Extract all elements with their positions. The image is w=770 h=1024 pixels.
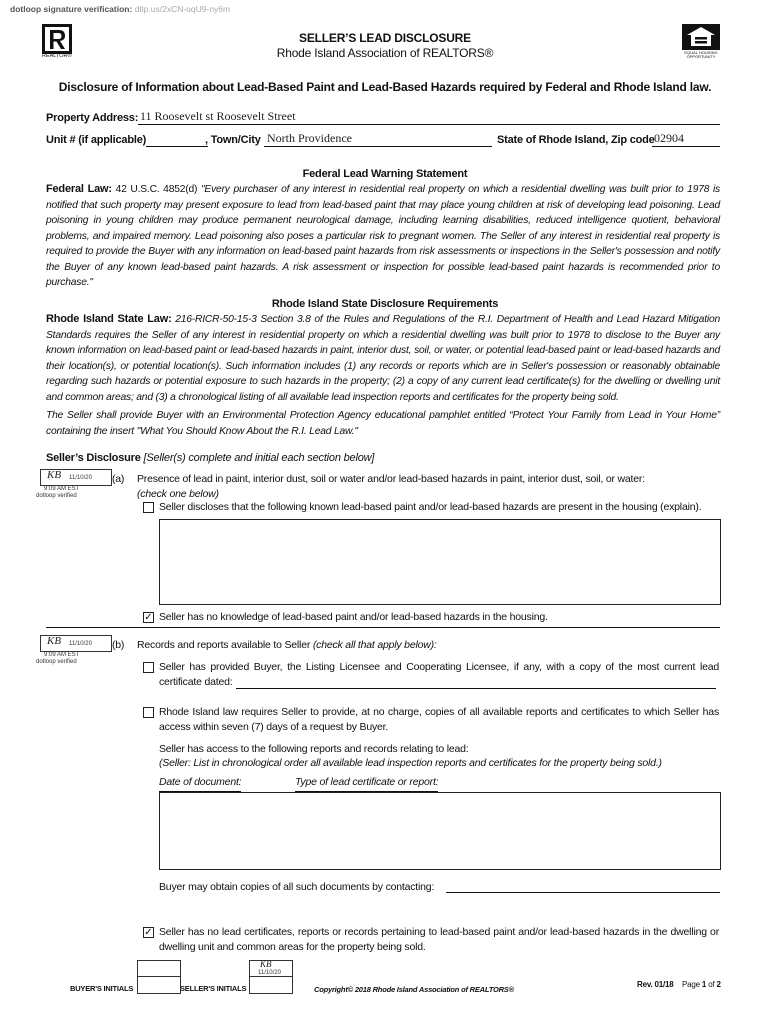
zip-label: State of Rhode Island, Zip code — [497, 134, 655, 146]
check-icon: ✓ — [144, 612, 153, 623]
section-b-text: Records and reports available to Seller — [137, 639, 311, 651]
form-org: Rhode Island Association of REALTORS® — [276, 46, 494, 60]
section-b-marker: (b) — [112, 639, 125, 651]
town-line — [264, 146, 492, 147]
section-b-initials: KB — [47, 635, 62, 647]
federal-cite: 42 U.S.C. 4852(d) — [115, 184, 198, 195]
page-current: 1 — [701, 980, 707, 989]
section-b-option2-checkbox[interactable] — [143, 707, 154, 718]
type-of-report-header: Type of lead certificate or report: — [295, 775, 438, 792]
state-text: 216-RICR-50-15-3 Section 3.8 of the Rules and Regulations of the R.I. Department of Health and Lead Hazard Mitigation Standards requires the Seller of any interest in residential property on which a residential dwelling was built prior to 1978 to disclose to the Buyer any known information on lead-based paint or lead-based hazards in paint, interior dust, soil, or water, or potential lead-based paint or lead-based hazards and their location(s), or potential location(s). Such information includes (1) any records or reports which are in Seller's possession or reasonably obtainable regarding such hazards or potential exposure to such hazards in the property; (2) a copy of any current lead certificate(s) for the dwelling or dwelling unit and common areas; and (3) a chronological listing of all available lead inspection reports and certificates for the property being sold. — [46, 314, 720, 403]
federal-heading: Federal Lead Warning Statement — [302, 168, 468, 180]
section-b-verified: dotloop verified — [36, 659, 77, 665]
unit-field[interactable] — [146, 146, 208, 147]
section-divider — [46, 627, 720, 628]
section-a-marker: (a) — [112, 473, 125, 485]
section-a-explain-box[interactable] — [159, 519, 721, 605]
state-law-label: Rhode Island State Law: — [46, 313, 172, 325]
page-of: of — [708, 980, 715, 989]
section-a-initials-date: 11/10/20 — [69, 475, 92, 481]
eho-caption: EQUAL HOUSING OPPORTUNITY — [684, 50, 718, 59]
section-b-option2-label: Rhode Island law requires Seller to provide, at no charge, copies of all available reports and certificates to which Seller has access within seven (7) days of a request by Buyer. — [159, 706, 719, 733]
zip-line — [652, 146, 720, 147]
section-b-contact: Buyer may obtain copies of all such documents by contacting: — [159, 881, 435, 893]
seller-disclosure-note: [Seller(s) complete and initial each section below] — [143, 452, 375, 464]
section-a-initials: KB — [47, 469, 62, 481]
copyright: Copyright© 2018 Rhode Island Association of REALTORS® — [314, 985, 514, 994]
page-number — [682, 980, 721, 989]
section-b-option1-checkbox[interactable] — [143, 662, 154, 673]
section-a-option1-checkbox[interactable] — [143, 502, 154, 513]
contact-field[interactable] — [446, 892, 720, 893]
section-b-option3-label: Seller has no lead certificates, reports or records pertaining to lead-based paint and/or lead-based hazards in the dwelling or dwelling unit and common areas for the property being sold. — [159, 926, 719, 953]
seller-footer-initials: KB — [260, 959, 272, 969]
buyer-initials-label: BUYER'S INITIALS — [70, 984, 134, 993]
section-a-time: 9:09 AM EST — [44, 486, 80, 492]
section-b-option1-label: Seller has provided Buyer, the Listing Licensee and Cooperating Licensee, if any, with a copy of the most current lead certificate dated: — [159, 661, 719, 688]
buyer-initials-box-bottom[interactable] — [137, 976, 181, 994]
state-paragraph — [46, 312, 720, 405]
check-icon: ✓ — [144, 927, 153, 938]
federal-paragraph — [46, 182, 720, 291]
form-subtitle: Disclosure of Information about Lead-Based Paint and Lead-Based Hazards required by Federal and Rhode Island law. — [58, 80, 712, 94]
town-field[interactable]: North Providence — [267, 131, 352, 145]
verification-label: dotloop signature verification: — [10, 4, 133, 14]
federal-text: "Every purchaser of any interest in residential real property on which a residential dwelling was built prior to 1978 is notified that such property may present exposure to lead from lead-based paint that may place young children at risk of developing lead poisoning. Lead poisoning in young children may produce permanent neurological damage, including learning disabilities, reduced intelligence quotient, behavioral problems, and impaired memory. Lead poisoning also poses a particular risk to pregnant women. The Seller of any interest in residential real property is required to provide the Buyer with any information on lead-based paint hazards from risk assessments or inspections in the Seller's possession and notify the Buyer of any known lead-based paint hazards. A risk assessment or inspection for possible lead-based paint hazards is recommended prior to purchase." — [46, 184, 721, 288]
section-a-verified: dotloop verified — [36, 493, 77, 499]
state-heading: Rhode Island State Disclosure Requirements — [271, 298, 499, 310]
section-b-initials-box[interactable] — [40, 635, 112, 652]
pamphlet-text: The Seller shall provide Buyer with an Environmental Protection Agency educational pamphlet entitled “Protect Your Family from Lead in Your Home” containing the insert "What You Should Know About the R.I. Lead Law." — [46, 410, 720, 437]
section-a-option2-checkbox[interactable] — [143, 612, 154, 623]
zip-field[interactable]: 02904 — [654, 131, 684, 145]
date-of-document-header: Date of document: — [159, 775, 241, 792]
section-a-text: Presence of lead in paint, interior dust, soil or water and/or lead-based hazards in paint, interior dust, soil, or water: — [137, 473, 645, 485]
section-b-initials-date: 11/10/20 — [69, 641, 92, 647]
verification-link[interactable]: dtlp.us/2xCN-oqU9-ny6m — [134, 4, 231, 14]
section-b-note: (check all that apply below): — [312, 639, 437, 651]
page-total: 2 — [716, 980, 721, 989]
logo-caption: REALTOR® — [42, 53, 72, 59]
section-a-note: (check one below) — [137, 488, 219, 500]
address-label: Property Address: — [46, 112, 139, 124]
section-b-text-line — [137, 638, 437, 653]
section-b-time: 9:09 AM EST — [44, 652, 80, 658]
section-b-instruction: (Seller: List in chronological order all available lead inspection reports and certificates for the property being sold.) — [159, 757, 662, 769]
address-line — [138, 124, 720, 125]
section-a-option1-label: Seller discloses that the following known lead-based paint and/or lead-based hazards are present in the housing (explain). — [159, 501, 702, 513]
section-b-access: Seller has access to the following reports and records relating to lead: — [159, 743, 469, 755]
address-field[interactable]: 11 Roosevelt st Roosevelt Street — [140, 109, 296, 123]
section-b-option3-checkbox[interactable] — [143, 927, 154, 938]
revision: Rev. 01/18 — [637, 980, 674, 989]
reports-list-box[interactable] — [159, 792, 721, 870]
page-prefix: Page — [682, 980, 700, 989]
federal-law-label: Federal Law: — [46, 183, 112, 195]
seller-footer-date: 11/10/20 — [258, 970, 281, 976]
seller-initials-box-bottom[interactable] — [249, 976, 293, 994]
verification-line — [10, 4, 230, 14]
unit-label: Unit # (if applicable) — [46, 134, 147, 146]
section-a-option2-label: Seller has no knowledge of lead-based paint and/or lead-based hazards in the housing. — [159, 611, 548, 623]
seller-disclosure-heading — [46, 452, 374, 464]
seller-disclosure-label: Seller’s Disclosure — [46, 452, 141, 464]
form-title: SELLER’S LEAD DISCLOSURE — [299, 31, 471, 45]
seller-initials-label: SELLER'S INITIALS — [180, 984, 247, 993]
section-a-initials-box[interactable] — [40, 469, 112, 486]
certificate-date-field[interactable] — [236, 688, 716, 689]
town-label: , Town/City — [205, 134, 261, 146]
